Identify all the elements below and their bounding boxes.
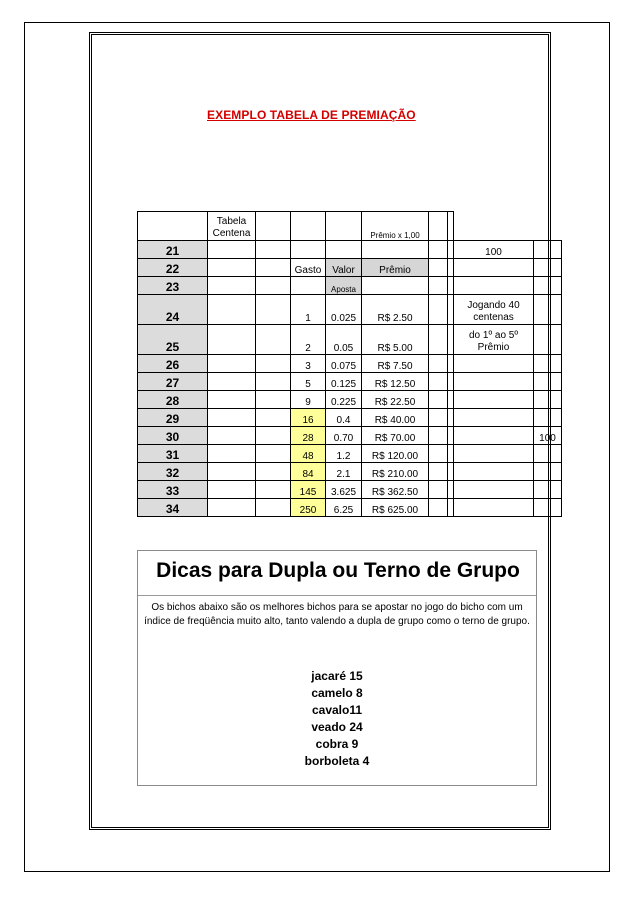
premio-multiplier-header: Prêmio x 1,00: [362, 212, 429, 241]
page-title: EXEMPLO TABELA DE PREMIAÇÃO: [207, 108, 416, 122]
gasto-header: Gasto: [291, 259, 326, 277]
animal-item: camelo 8: [311, 686, 363, 700]
animal-item: cavalo11: [311, 703, 363, 717]
premio-cell: R$ 362.50: [362, 481, 429, 499]
row-number: 26: [138, 355, 208, 373]
premio-cell: R$ 70.00: [362, 427, 429, 445]
row-number: 33: [138, 481, 208, 499]
animal-list: [138, 668, 536, 770]
valor-cell: 0.05: [326, 325, 362, 355]
premio-cell: R$ 5.00: [362, 325, 429, 355]
row-number: 25: [138, 325, 208, 355]
table-cell: [256, 212, 291, 241]
row-number: 29: [138, 409, 208, 427]
valor-cell: 2.1: [326, 463, 362, 481]
gasto-cell: 84: [291, 463, 326, 481]
premio-cell: R$ 120.00: [362, 445, 429, 463]
row-number: 27: [138, 373, 208, 391]
gasto-cell: 145: [291, 481, 326, 499]
premio-cell: R$ 625.00: [362, 499, 429, 517]
gasto-cell: 3: [291, 355, 326, 373]
animal-item: borboleta 4: [304, 754, 370, 768]
note-premio: do 1º ao 5º Prêmio: [454, 325, 534, 355]
valor-header: Valor: [326, 259, 362, 277]
aposta-header: Aposta: [326, 277, 362, 295]
valor-cell: 0.70: [326, 427, 362, 445]
row-number: 34: [138, 499, 208, 517]
valor-cell: 6.25: [326, 499, 362, 517]
premio-header: Prêmio: [362, 259, 429, 277]
row-number: 23: [138, 277, 208, 295]
table-cell: [138, 212, 208, 241]
tips-box: [137, 550, 537, 786]
valor-cell: 0.225: [326, 391, 362, 409]
gasto-cell: 9: [291, 391, 326, 409]
valor-cell: 0.025: [326, 295, 362, 325]
valor-cell: 1.2: [326, 445, 362, 463]
animal-item: cobra 9: [315, 737, 359, 751]
valor-cell: 3.625: [326, 481, 362, 499]
row-number: 32: [138, 463, 208, 481]
gasto-cell: 28: [291, 427, 326, 445]
row-number: 30: [138, 427, 208, 445]
valor-cell: 0.4: [326, 409, 362, 427]
table-cell: [326, 212, 362, 241]
row-number: 21: [138, 241, 208, 259]
prize-table: [137, 211, 562, 517]
premio-cell: R$ 210.00: [362, 463, 429, 481]
row-number: 22: [138, 259, 208, 277]
premio-cell: R$ 40.00: [362, 409, 429, 427]
gasto-cell: 2: [291, 325, 326, 355]
gasto-cell: 250: [291, 499, 326, 517]
premio-cell: R$ 2.50: [362, 295, 429, 325]
tabela-centena-header: Tabela Centena: [208, 212, 256, 241]
table-cell: [291, 212, 326, 241]
note-jogando: Jogando 40 centenas: [454, 295, 534, 325]
table-cell: [429, 212, 448, 241]
premio-cell: R$ 12.50: [362, 373, 429, 391]
hundred-label: 100: [454, 241, 534, 259]
gasto-cell: 16: [291, 409, 326, 427]
row-number: 24: [138, 295, 208, 325]
valor-cell: 0.125: [326, 373, 362, 391]
gasto-cell: 1: [291, 295, 326, 325]
animal-item: jacaré 15: [311, 669, 363, 683]
animal-item: veado 24: [311, 720, 363, 734]
hundred-right-label: 100: [534, 427, 562, 445]
gasto-cell: 5: [291, 373, 326, 391]
premio-cell: R$ 7.50: [362, 355, 429, 373]
gasto-cell: 48: [291, 445, 326, 463]
tips-description: Os bichos abaixo são os melhores bichos para se apostar no jogo do bicho com um índice de freqüência muito alto, tanto valendo a dupla de grupo como o terno de grupo.: [144, 602, 530, 627]
divider: [138, 595, 536, 596]
tips-title: Dicas para Dupla ou Terno de Grupo: [156, 559, 520, 582]
row-number: 31: [138, 445, 208, 463]
row-number: 28: [138, 391, 208, 409]
premio-cell: R$ 22.50: [362, 391, 429, 409]
valor-cell: 0.075: [326, 355, 362, 373]
